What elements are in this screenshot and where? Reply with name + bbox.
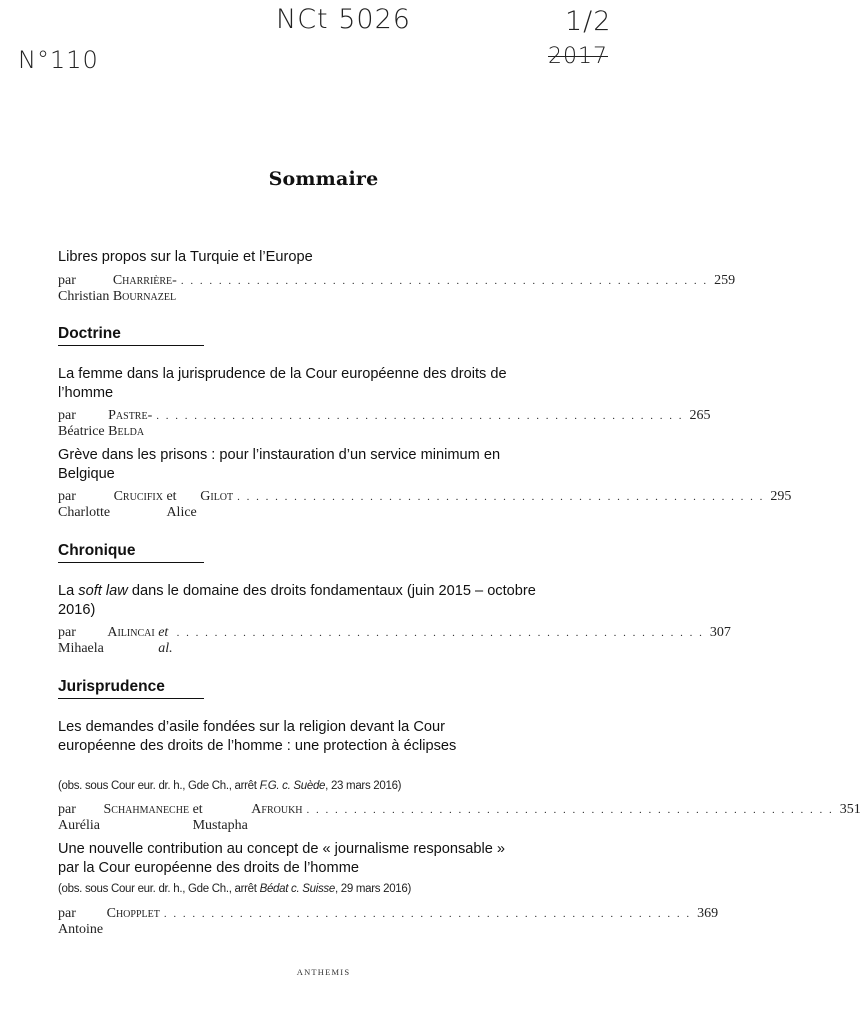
byline-prefix: par Mihaela [58,625,104,656]
toc-entry-title[interactable]: Libres propos sur la Turquie et l’Europe [58,249,313,265]
section-heading-doctrine: Doctrine [58,325,204,346]
leader-dots: . . . . . . . . . . . . . . . . . . . . . . . . . . . . . . . . . . . . . . . . . . . . . . . . . . . . . . . . [306,804,834,816]
toc-entry-title[interactable]: Une nouvelle contribution au concept de « journalisme responsable » par la Cour européenne des droits de l’homme [58,841,506,876]
toc-entry-byline [58,625,731,656]
publisher-footer: ANTHEMIS [296,967,351,977]
toc-entry-byline [58,802,861,833]
byline-conjunction: et Mustapha [192,802,248,833]
byline-prefix: par Antoine [58,906,104,937]
author-name: Chopplet [106,906,160,921]
toc-entry-title[interactable] [58,582,538,620]
toc-entry-title[interactable]: La femme dans la jurisprudence de la Cour européenne des droits de l’homme [58,366,507,401]
toc-entry-byline [58,906,719,937]
page-number: 351 [839,802,861,817]
author-name: Gilot [200,489,234,504]
author-name: Charrière-Bournazel [112,273,177,304]
author-name: Pastre-Belda [108,408,153,439]
leader-dots: . . . . . . . . . . . . . . . . . . . . . . . . . . . . . . . . . . . . . . . . . . . . . . . . . . . . . . . . [176,627,704,639]
byline-prefix: par Béatrice [58,408,105,439]
case-reference: (obs. sous Cour eur. dr. h., Gde Ch., arrêt F.G. c. Suède, 23 mars 2016) [58,780,402,792]
author-name: Afroukh [251,802,303,817]
title-text: La [58,583,75,599]
page-title: Sommaire [268,168,379,190]
handwritten-year: 2017 [548,44,608,69]
leader-dots: . . . . . . . . . . . . . . . . . . . . . . . . . . . . . . . . . . . . . . . . . . . . . . . . . . . . . . . . [237,491,765,503]
handwritten-call-number: NCt 5026 [276,4,411,35]
et-al: et al. [158,625,173,656]
byline-prefix: par Christian [58,273,110,304]
page-number: 295 [770,489,792,504]
author-name: Crucifix [113,489,163,504]
toc-entry-byline [58,489,792,520]
toc-entry-byline [58,273,736,304]
toc-entry-byline [58,408,711,439]
leader-dots: . . . . . . . . . . . . . . . . . . . . . . . . . . . . . . . . . . . . . . . . . . . . . . . . . . . . . . . . [163,908,692,920]
toc-entry-title[interactable]: Grève dans les prisons : pour l’instauration d’un service minimum en Belgique [58,447,501,482]
title-text: dans le domaine des droits fondamentaux (juin 2015 – octobre 2016) [58,583,536,618]
byline-prefix: par Aurélia [58,802,100,833]
handwritten-issue-number: N°110 [18,46,99,74]
author-name: Schahmaneche [103,802,190,817]
case-reference: (obs. sous Cour eur. dr. h., Gde Ch., arrêt Bédat c. Suisse, 29 mars 2016) [58,883,412,895]
page-number: 369 [697,906,719,921]
author-name: Ailincai [107,625,155,640]
toc-entry-title[interactable]: Les demandes d’asile fondées sur la religion devant la Cour européenne des droits de l’homme : une protection à éclipses [58,719,457,754]
page-number: 259 [714,273,736,288]
title-italic-text: soft law [78,583,128,599]
section-heading-chronique: Chronique [58,542,204,563]
byline-prefix: par Charlotte [58,489,111,520]
leader-dots: . . . . . . . . . . . . . . . . . . . . . . . . . . . . . . . . . . . . . . . . . . . . . . . . . . . . . . . . [156,410,684,422]
page-number: 265 [689,408,711,423]
byline-conjunction: et Alice [166,489,197,520]
leader-dots: . . . . . . . . . . . . . . . . . . . . . . . . . . . . . . . . . . . . . . . . . . . . . . . . . . . . . . . . [180,275,709,287]
page-number: 307 [709,625,731,640]
handwritten-volume: 1/2 [565,6,612,37]
section-heading-jurisprudence: Jurisprudence [58,678,204,699]
